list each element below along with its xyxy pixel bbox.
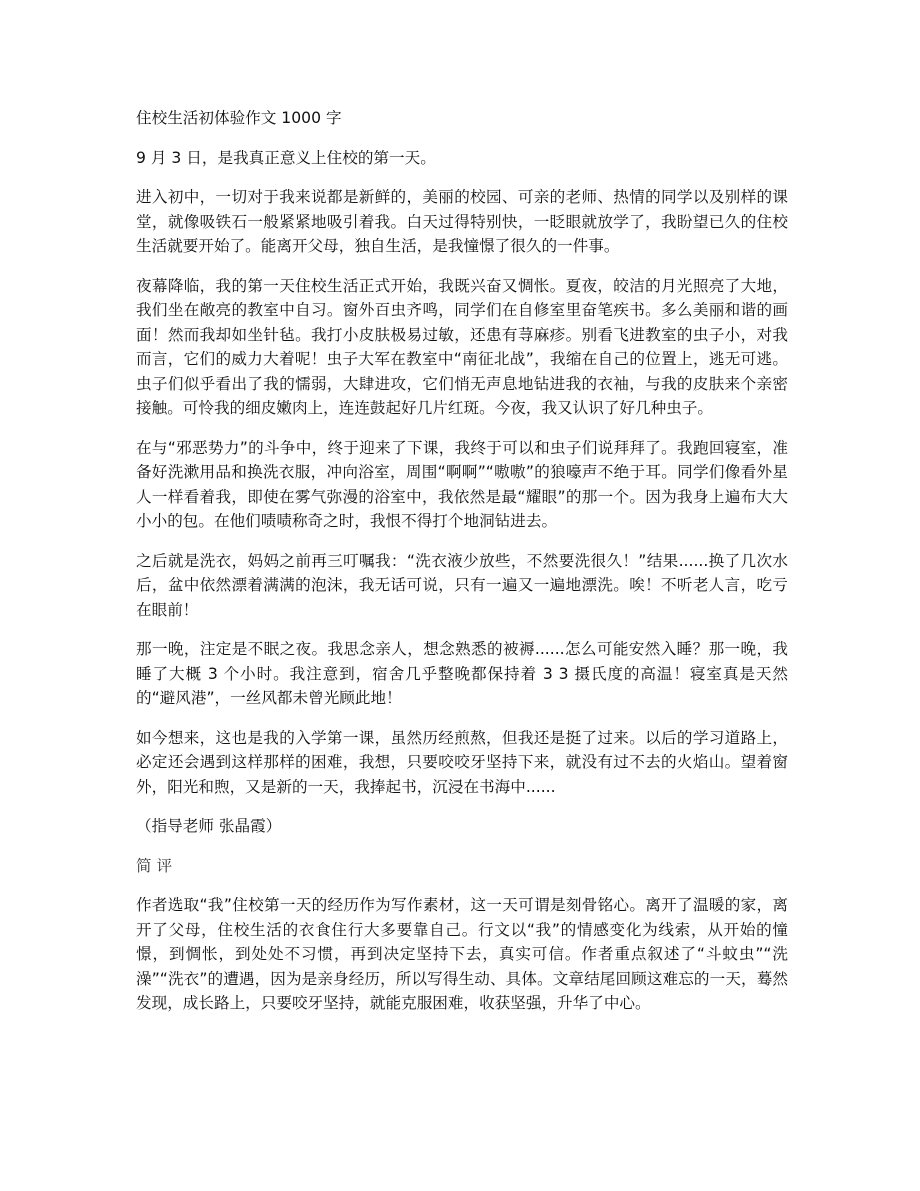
- paragraph-shower: 在与“邪恶势力”的斗争中，终于迎来了下课，我终于可以和虫子们说拜拜了。我跑回寝室，准备好洗漱用品和换洗衣服，冲向浴室，周围“啊啊”“嗷嗷”的狼嚎声不绝于耳。同学们像看外星人一样看着我，即使在雾气弥漫的浴室中，我依然是最“耀眼”的那一个。因为我身上遍布大大小小的包。在他们啧啧称奇之时，我恨不得打个地洞钻进去。: [136, 438, 788, 530]
- paragraph-reflection: 如今想来，这也是我的入学第一课，虽然历经煎熬，但我还是挺了过来。以后的学习道路上，必定还会遇到这样那样的困难，我想，只要咬咬牙坚持下来，就没有过不去的火焰山。望着窗外，阳光和煦，又是新的一天，我捧起书，沉浸在书海中......: [136, 728, 788, 796]
- paragraph-intro: 进入初中，一切对于我来说都是新鲜的，美丽的校园、可亲的老师、热情的同学以及别样的课堂，就像吸铁石一般紧紧地吸引着我。白天过得特别快，一眨眼就放学了，我盼望已久的住校生活就要开始了。能离开父母，独自生活，是我憧憬了很久的一件事。: [136, 188, 788, 255]
- review-heading: 简 评: [136, 856, 173, 875]
- paragraph-laundry: 之后就是洗衣，妈妈之前再三叮嘱我：“洗衣液少放些，不然要洗很久！”结果......换了几次水后，盆中依然漂着满满的泡沫，我无话可说，只有一遍又一遍地漂洗。唉！不听老人言，吃亏在眼前！: [136, 551, 788, 619]
- review-paragraph: 作者选取“我”住校第一天的经历作为写作素材，这一天可谓是刻骨铭心。离开了温暖的家，离开了父母，住校生活的衣食住行大多要靠自己。行文以“我”的情感变化为线索，从开始的憧憬，到惆怅，到处处不习惯，再到决定坚持下去，真实可信。作者重点叙述了“斗蚊虫”“洗澡”“洗衣”的遭遇，因为是亲身经历，所以写得生动、具体。文章结尾回顾这难忘的一天，蓦然发现，成长路上，只要咬牙坚持，就能克服困难，收获坚强，升华了中心。: [136, 896, 788, 1012]
- teacher-credit: （指导老师 张晶霞）: [136, 817, 282, 835]
- document-page: [136, 106, 788, 1031]
- paragraph-date: 9 月 3 日，是我真正意义上住校的第一天。: [136, 148, 436, 167]
- paragraph-night-bugs: 夜幕降临，我的第一天住校生活正式开始，我既兴奋又惆怅。夏夜，皎洁的月光照亮了大地，我们坐在敞亮的教室中自习。窗外百虫齐鸣，同学们在自修室里奋笔疾书。多么美丽和谐的画面！然而我却如坐针毡。我打小皮肤极易过敏，还患有荨麻疹。别看飞进教室的虫子小，对我而言，它们的威力大着呢！虫子大军在教室中“南征北战”，我缩在自己的位置上，逃无可逃。虫子们似乎看出了我的懦弱，大肆进攻，它们悄无声息地钻进我的衣袖，与我的皮肤来个亲密接触。可怜我的细皮嫩肉上，连连鼓起好几片红斑。今夜，我又认识了好几种虫子。: [136, 276, 788, 417]
- paragraph-sleepless-night: 那一晚，注定是不眠之夜。我思念亲人，想念熟悉的被褥......怎么可能安然入睡？那一晚，我睡了大概 3 个小时。我注意到，宿舍几乎整晚都保持着 3 3 摄氏度的高温！寝室真是天然的“避风港”，一丝风都未曾光顾此地！: [136, 640, 788, 707]
- document-title: 住校生活初体验作文 1000 字: [136, 109, 342, 127]
